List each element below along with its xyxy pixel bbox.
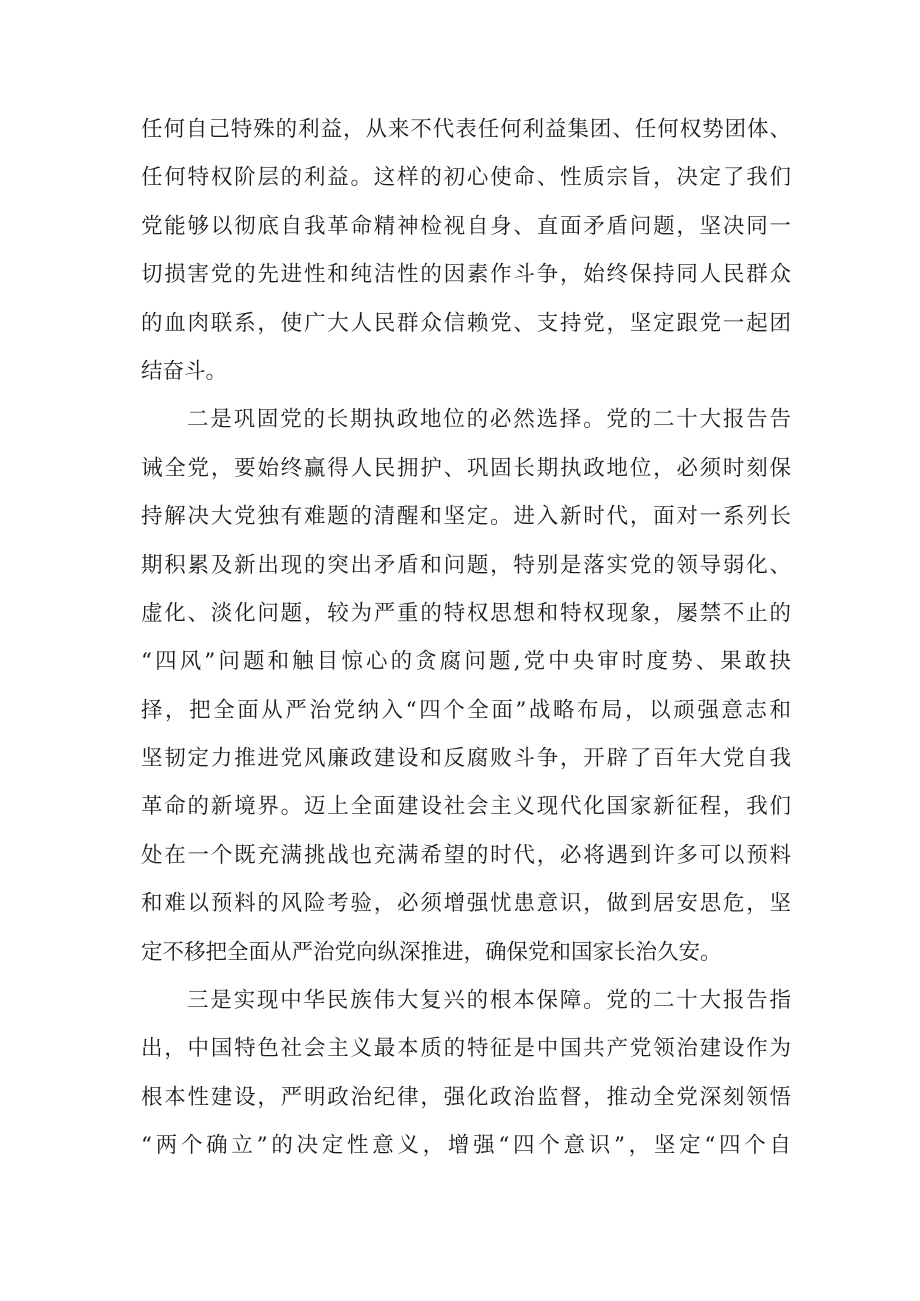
text-line: 持解决大党独有难题的清醒和坚定。进入新时代，面对一系列长 <box>141 504 791 530</box>
text-line: 和难以预料的风险考验，必须增强忧患意识，做到居安思危，坚 <box>141 891 791 917</box>
paragraph-start-line: 三是实现中华民族伟大复兴的根本保障。党的二十大报告指 <box>187 988 791 1014</box>
text-line: 处在一个既充满挑战也充满希望的时代，必将遇到许多可以预料 <box>141 842 791 868</box>
text-line: 择，把全面从严治党纳入“四个全面”战略布局，以顽强意志和 <box>141 697 791 723</box>
text-line: 虚化、淡化问题，较为严重的特权思想和特权现象，屡禁不止的 <box>141 600 791 626</box>
text-line: 坚韧定力推进党风廉政建设和反腐败斗争，开辟了百年大党自我 <box>141 746 791 772</box>
text-line: 任何特权阶层的利益。这样的初心使命、性质宗旨，决定了我们 <box>141 165 791 191</box>
text-line: “两个确立”的决定性意义，增强“四个意识”，坚定“四个自 <box>141 1133 791 1159</box>
body-text <box>141 106 791 1171</box>
text-line: 的血肉联系，使广大人民群众信赖党、支持党，坚定跟党一起团 <box>141 310 791 336</box>
text-line: 出，中国特色社会主义最本质的特征是中国共产党领治建设作为 <box>141 1036 791 1062</box>
text-line: 诫全党，要始终赢得人民拥护、巩固长期执政地位，必须时刻保 <box>141 455 791 481</box>
text-line: 根本性建设，严明政治纪律，强化政治监督，推动全党深刻领悟 <box>141 1084 791 1110</box>
paragraph-start-line: 二是巩固党的长期执政地位的必然选择。党的二十大报告告 <box>187 407 791 433</box>
text-line: 革命的新境界。迈上全面建设社会主义现代化国家新征程，我们 <box>141 794 791 820</box>
text-line: 任何自己特殊的利益，从来不代表任何利益集团、任何权势团体、 <box>141 117 791 142</box>
text-line: 定不移把全面从严治党向纵深推进，确保党和国家长治久安。 <box>141 939 722 965</box>
text-line: “四风”问题和触目惊心的贪腐问题,党中央审时度势、果敢抉 <box>141 649 791 675</box>
text-line: 期积累及新出现的突出矛盾和问题，特别是落实党的领导弱化、 <box>141 552 791 578</box>
text-line: 切损害党的先进性和纯洁性的因素作斗争，始终保持同人民群众 <box>141 262 791 288</box>
text-line: 党能够以彻底自我革命精神检视自身、直面矛盾问题，坚决同一 <box>141 213 791 239</box>
text-line: 结奋斗。 <box>141 358 228 384</box>
